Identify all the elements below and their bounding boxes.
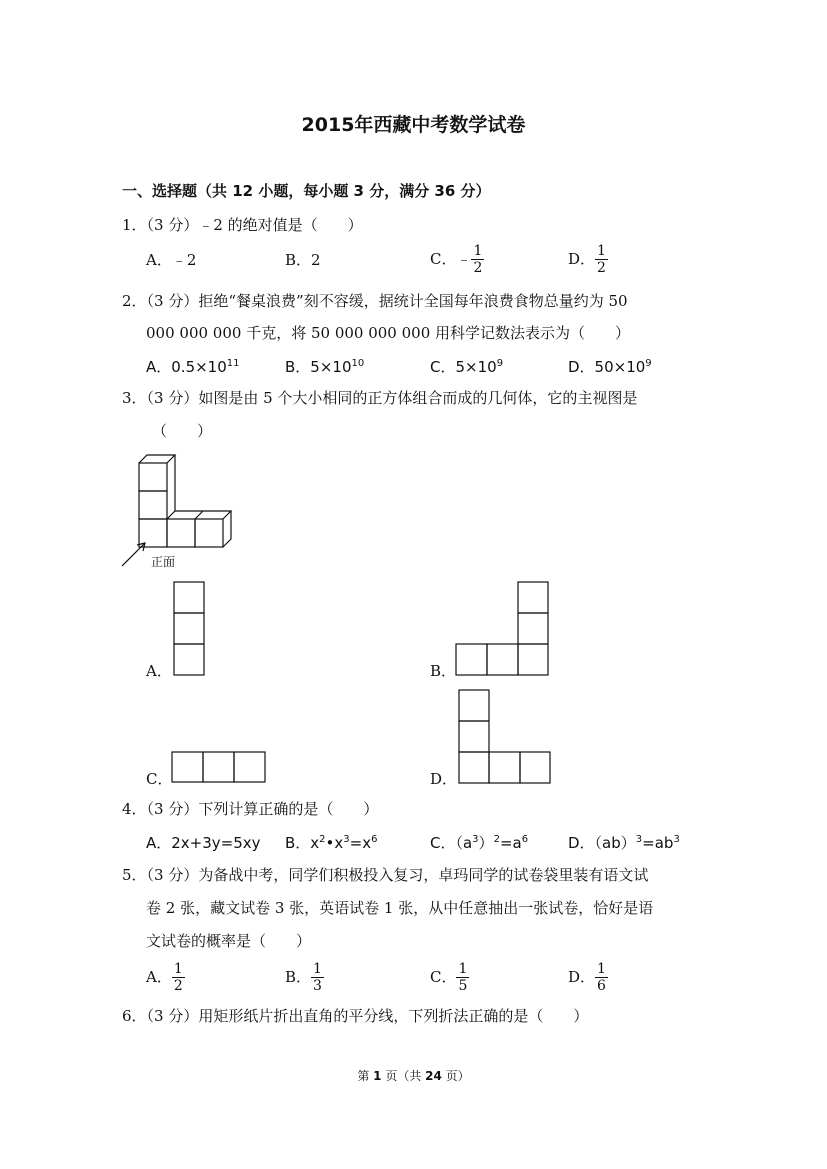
view-square <box>172 752 203 782</box>
cube-face <box>167 519 195 547</box>
q4-c-exponent: 2 <box>493 834 500 845</box>
q5-option-c <box>430 962 469 993</box>
page-footer <box>0 1070 827 1082</box>
q4-c-exponent: 6 <box>521 834 529 845</box>
q2-option-c-exponent: 9 <box>496 358 504 369</box>
cube-face <box>195 519 223 547</box>
q4-option-b <box>285 836 377 851</box>
cube-top-face <box>139 455 175 463</box>
q5-stem-line3: 文试卷的概率是（ ） <box>146 932 312 950</box>
q4-b-exponent: 6 <box>371 834 378 845</box>
q2-option-d-exponent: 9 <box>645 358 652 369</box>
q3-option-a-figure <box>174 582 204 675</box>
view-square <box>456 644 487 675</box>
q5-option-c-fraction <box>456 962 469 993</box>
view-square <box>520 752 550 783</box>
q1-stem: 1．（3 分）﹣2 的绝对值是（ ） <box>122 216 363 234</box>
q4-c-exponent: 3 <box>472 834 479 845</box>
q2-stem-line2: 000 000 000 千克，将 50 000 000 000 用科学记数法表示为（ ） <box>146 324 631 342</box>
q2-stem-line1: 2．（3 分）拒绝“餐桌浪费”刻不容缓，据统计全国每年浪费食物总量约为 50 <box>122 292 628 310</box>
footer-text: 页（共 <box>381 1069 426 1083</box>
q4-b-part: B．x <box>285 834 320 852</box>
cube-face <box>139 463 167 491</box>
q6-stem: 6．（3 分）用矩形纸片折出直角的平分线，下列折法正确的是（ ） <box>122 1007 589 1025</box>
fraction-numerator: 1 <box>313 961 322 977</box>
fraction-denominator: 6 <box>597 978 606 994</box>
front-arrow <box>122 543 145 566</box>
view-square <box>174 613 204 644</box>
q3-solid-figure <box>122 455 231 569</box>
q3-option-d-figure <box>459 690 550 783</box>
view-square <box>518 582 548 613</box>
view-square <box>489 752 520 783</box>
fraction-numerator: 1 <box>173 961 183 977</box>
q4-option-d <box>568 836 680 851</box>
q5-option-b <box>285 962 324 993</box>
q5-stem-line2: 卷 2 张，藏文试卷 3 张，英语试卷 1 张，从中任意抽出一张试卷，恰好是语 <box>146 899 654 917</box>
q3-option-b-figure <box>456 582 548 675</box>
cube-face <box>139 491 167 519</box>
fraction-numerator: 1 <box>597 961 606 977</box>
view-square <box>234 752 265 782</box>
q5-option-d-fraction <box>595 962 608 993</box>
view-square <box>518 644 548 675</box>
q4-b-exponent: 3 <box>343 834 350 845</box>
q4-b-exponent: 2 <box>319 834 326 845</box>
view-square <box>203 752 234 782</box>
q4-stem: 4．（3 分）下列计算正确的是（ ） <box>122 800 379 818</box>
q1-option-a: A．﹣2 <box>146 251 197 269</box>
fraction-denominator: 2 <box>173 978 183 994</box>
view-square <box>459 752 489 783</box>
q3-option-c: C． <box>146 770 173 788</box>
fraction-denominator: 2 <box>473 260 483 276</box>
view-square <box>487 644 518 675</box>
q4-d-part: =ab <box>642 834 674 852</box>
cube-top-edge <box>195 511 203 519</box>
q3-stem-line1: 3．（3 分）如图是由 5 个大小相同的正方体组合而成的几何体，它的主视图是 <box>122 389 638 407</box>
q4-d-exponent: 3 <box>635 834 643 845</box>
section-header: 一、选择题（共 12 小题，每小题 3 分，满分 36 分） <box>122 182 491 200</box>
view-square <box>459 690 489 721</box>
q3-stem-line2: （ ） <box>152 422 213 440</box>
q3-option-d: D． <box>430 770 458 788</box>
fraction-numerator: 1 <box>597 243 606 259</box>
q4-c-part: ） <box>478 834 494 852</box>
fraction-denominator: 5 <box>458 978 468 994</box>
q5-option-b-label: B． <box>285 968 312 986</box>
q3-option-c-figure <box>172 752 265 782</box>
q3-option-b: B． <box>430 662 457 680</box>
q4-option-a: A．2x+3y=5xy <box>146 834 261 852</box>
fraction-denominator: 3 <box>313 978 322 994</box>
fraction-numerator: 1 <box>473 243 483 259</box>
footer-text: 页） <box>441 1069 470 1083</box>
q4-c-part: =a <box>499 834 522 852</box>
q4-option-c <box>430 836 528 851</box>
q2-option-b-exponent: 10 <box>351 358 365 369</box>
q4-b-part: •x <box>325 834 344 852</box>
view-square <box>174 644 204 675</box>
q5-option-d <box>568 962 608 993</box>
q5-option-c-label: C． <box>430 968 457 986</box>
q2-option-d-base: D．50×10 <box>568 358 646 376</box>
front-label: 正面 <box>151 555 176 569</box>
view-square <box>174 582 204 613</box>
q5-stem-line1: 5．（3 分）为备战中考，同学们积极投入复习，卓玛同学的试卷袋里装有语文试 <box>122 866 649 884</box>
q4-b-part: =x <box>349 834 372 852</box>
q2-option-a-exponent: 11 <box>226 358 240 369</box>
view-square <box>459 721 489 752</box>
footer-page-number: 1 <box>373 1069 382 1083</box>
q4-c-part: C．（a <box>430 834 473 852</box>
fraction-denominator: 2 <box>597 260 606 276</box>
footer-total-pages: 24 <box>425 1069 442 1083</box>
q5-option-a-label: A． <box>146 968 172 986</box>
q2-option-b-base: B．5×10 <box>285 358 352 376</box>
fraction-numerator: 1 <box>458 961 468 977</box>
q1-option-b: B．2 <box>285 251 321 269</box>
q4-d-exponent: 3 <box>673 834 680 845</box>
footer-text: 第 <box>357 1069 374 1083</box>
q2-option-c-base: C．5×10 <box>430 358 497 376</box>
q1-option-c-label: C．﹣ <box>430 250 472 268</box>
view-square <box>518 613 548 644</box>
cube-side-edge <box>223 511 231 547</box>
q1-option-d-label: D． <box>568 250 596 268</box>
q5-option-a <box>146 962 185 993</box>
cube-face <box>139 519 167 547</box>
q5-option-d-label: D． <box>568 968 596 986</box>
q3-option-a: A． <box>146 662 172 680</box>
q4-d-part: D．（ab） <box>568 834 636 852</box>
q5-option-b-fraction <box>311 962 324 993</box>
page-title: 2015年西藏中考数学试卷 <box>301 114 526 136</box>
q5-option-a-fraction <box>172 962 185 993</box>
q2-option-a-base: A．0.5×10 <box>146 358 227 376</box>
